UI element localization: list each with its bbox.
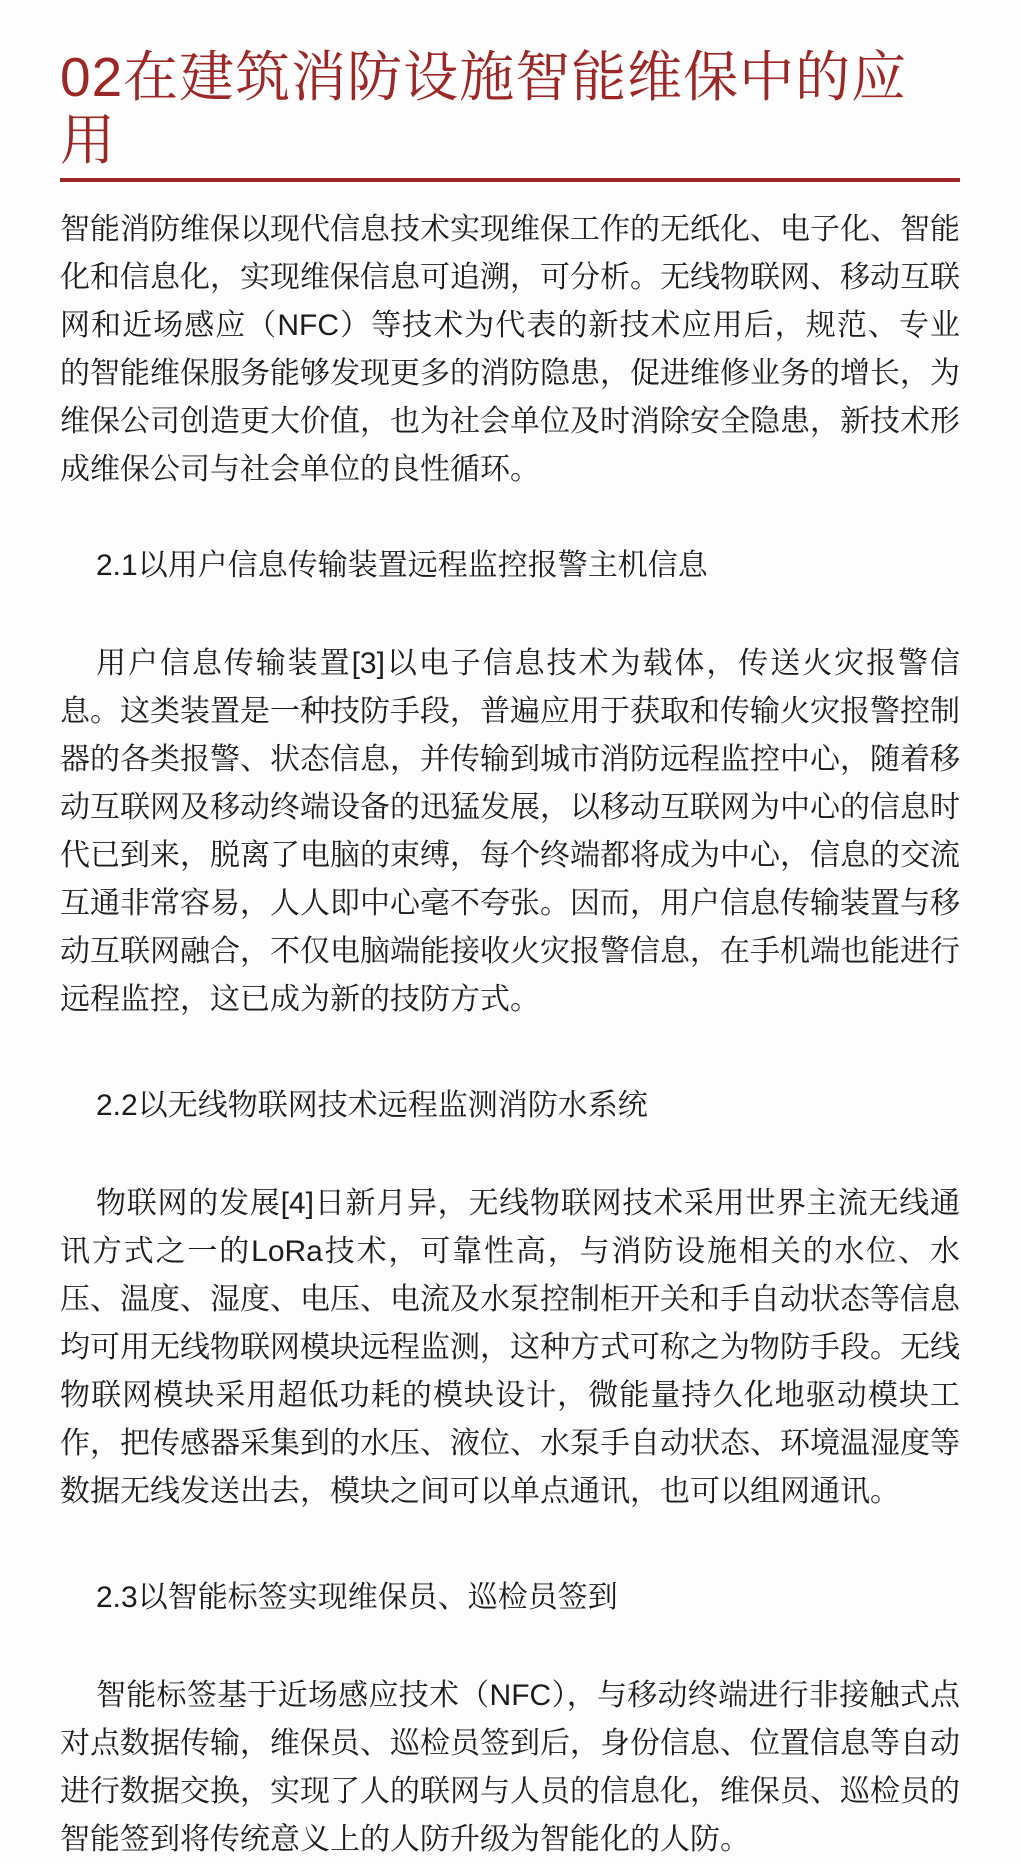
intro-paragraph: 智能消防维保以现代信息技术实现维保工作的无纸化、电子化、智能化和信息化，实现维保信息可追溯，可分析。无线物联网、移动互联网和近场感应（NFC）等技术为代表的新技术应用后，规范、专业的智能维保服务能够发现更多的消防隐患，促进维修业务的增长，为维保公司创造更大价值，也为社会单位及时消除安全隐患，新技术形成维保公司与社会单位的良性循环。 — [60, 212, 960, 486]
section-heading-2-1: 2.1以用户信息传输装置远程监控报警主机信息 — [96, 548, 708, 582]
section-body-2-1: 用户信息传输装置[3]以电子信息技术为载体，传送火灾报警信息。这类装置是一种技防手段，普遍应用于获取和传输火灾报警控制器的各类报警、状态信息，并传输到城市消防远程监控中心，随着移动互联网及移动终端设备的迅猛发展，以移动互联网为中心的信息时代已到来，脱离了电脑的束缚，每个终端都将成为中心，信息的交流互通非常容易，人人即中心毫不夸张。因而，用户信息传输装置与移动互联网融合，不仅电脑端能接收火灾报警信息，在手机端也能进行远程监控，这已成为新的技防方式。 — [60, 646, 960, 1016]
section-heading-2-3: 2.3以智能标签实现维保员、巡检员签到 — [96, 1580, 618, 1614]
page-title-text: 02在建筑消防设施智能维保中的应用 — [60, 46, 960, 182]
section-heading-2-2: 2.2以无线物联网技术远程监测消防水系统 — [96, 1088, 648, 1122]
page-title — [60, 46, 960, 182]
section-body-2-2: 物联网的发展[4]日新月异，无线物联网技术采用世界主流无线通讯方式之一的LoRa技术，可靠性高，与消防设施相关的水位、水压、温度、湿度、电压、电流及水泵控制柜开关和手自动状态等信息均可用无线物联网模块远程监测，这种方式可称之为物防手段。无线物联网模块采用超低功耗的模块设计，微能量持久化地驱动模块工作，把传感器采集到的水压、液位、水泵手自动状态、环境温湿度等数据无线发送出去，模块之间可以单点通讯，也可以组网通讯。 — [60, 1186, 960, 1508]
section-body-2-3: 智能标签基于近场感应技术（NFC），与移动终端进行非接触式点对点数据传输，维保员、巡检员签到后，身份信息、位置信息等自动进行数据交换，实现了人的联网与人员的信息化，维保员、巡检员的智能签到将传统意义上的人防升级为智能化的人防。 — [60, 1678, 960, 1856]
